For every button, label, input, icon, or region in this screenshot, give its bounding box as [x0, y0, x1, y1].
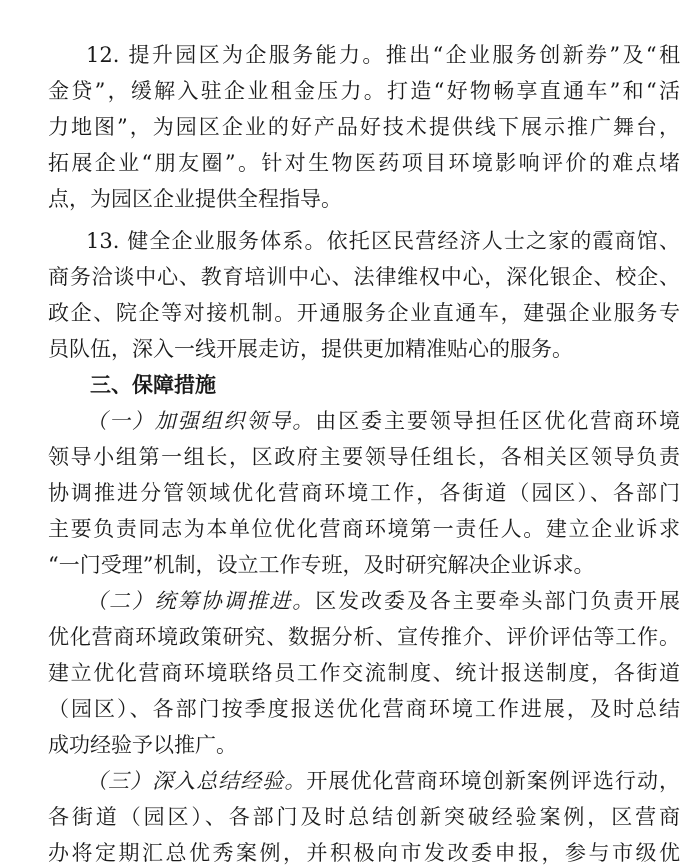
item-12-line-4: 拓展企业“朋友圈”。针对生物医药项目环境影响评价的难点堵 [48, 151, 680, 175]
measure-1-title: （一）加强组织领导。 [86, 409, 316, 433]
measure-1-line-4: 主要负责同志为本单位优化营商环境第一责任人。建立企业诉求 [48, 517, 680, 541]
measure-1-line-2: 领导小组第一组长，区政府主要领导任组长，各相关区领导负责 [48, 445, 680, 469]
measure-1-first-line [86, 403, 680, 439]
item-13-line-3: 政企、院企等对接机制。开通服务企业直通车，建强企业服务专 [48, 301, 680, 325]
measure-3-line-2: 各街道（园区）、各部门及时总结创新突破经验案例，区营商 [48, 805, 680, 829]
measure-1-first-rest: 由区委主要领导担任区优化营商环境 [315, 409, 680, 433]
measure-1-line-5: “一门受理”机制，设立工作专班，及时研究解决企业诉求。 [48, 553, 595, 577]
measure-2-line-5: 成功经验予以推广。 [48, 733, 237, 757]
measure-2-line-3: 建立优化营商环境联络员工作交流制度、统计报送制度，各街道 [48, 661, 680, 685]
measure-3-title: （三）深入总结经验。 [86, 769, 307, 793]
item-13-line-2: 商务洽谈中心、教育培训中心、法律维权中心，深化银企、校企、 [48, 265, 680, 289]
measure-2-first-rest: 区发改委及各主要牵头部门负责开展 [315, 589, 680, 613]
measure-1-line-3: 协调推进分管领域优化营商环境工作，各街道（园区）、各部门 [48, 481, 680, 505]
item-12-line-3: 力地图”，为园区企业的好产品好技术提供线下展示推广舞台， [48, 115, 680, 139]
measure-3-line-3: 办将定期汇总优秀案例，并积极向市发改委申报，参与市级优 [48, 841, 680, 865]
item-13-line-1: 13. 健全企业服务体系。依托区民营经济人士之家的霞商馆、 [86, 229, 680, 253]
measure-3-first-line [86, 763, 680, 799]
section-heading: 三、保障措施 [90, 373, 216, 397]
measure-3-first-rest: 开展优化营商环境创新案例评选行动， [306, 769, 680, 793]
item-13-line-4: 员队伍，深入一线开展走访，提供更加精准贴心的服务。 [48, 337, 573, 361]
measure-2-title: （二）统筹协调推进。 [86, 589, 316, 613]
item-12-line-2: 金贷”，缓解入驻企业租金压力。打造“好物畅享直通车”和“活 [48, 79, 680, 103]
measure-2-line-4: （园区）、各部门按季度报送优化营商环境工作进展，及时总结 [48, 697, 680, 721]
item-12-line-5: 点，为园区企业提供全程指导。 [48, 187, 342, 211]
item-12-line-1: 12. 提升园区为企服务能力。推出“企业服务创新券”及“租 [86, 43, 680, 67]
measure-2-first-line [86, 583, 680, 619]
measure-2-line-2: 优化营商环境政策研究、数据分析、宣传推介、评价评估等工作。 [48, 625, 680, 649]
